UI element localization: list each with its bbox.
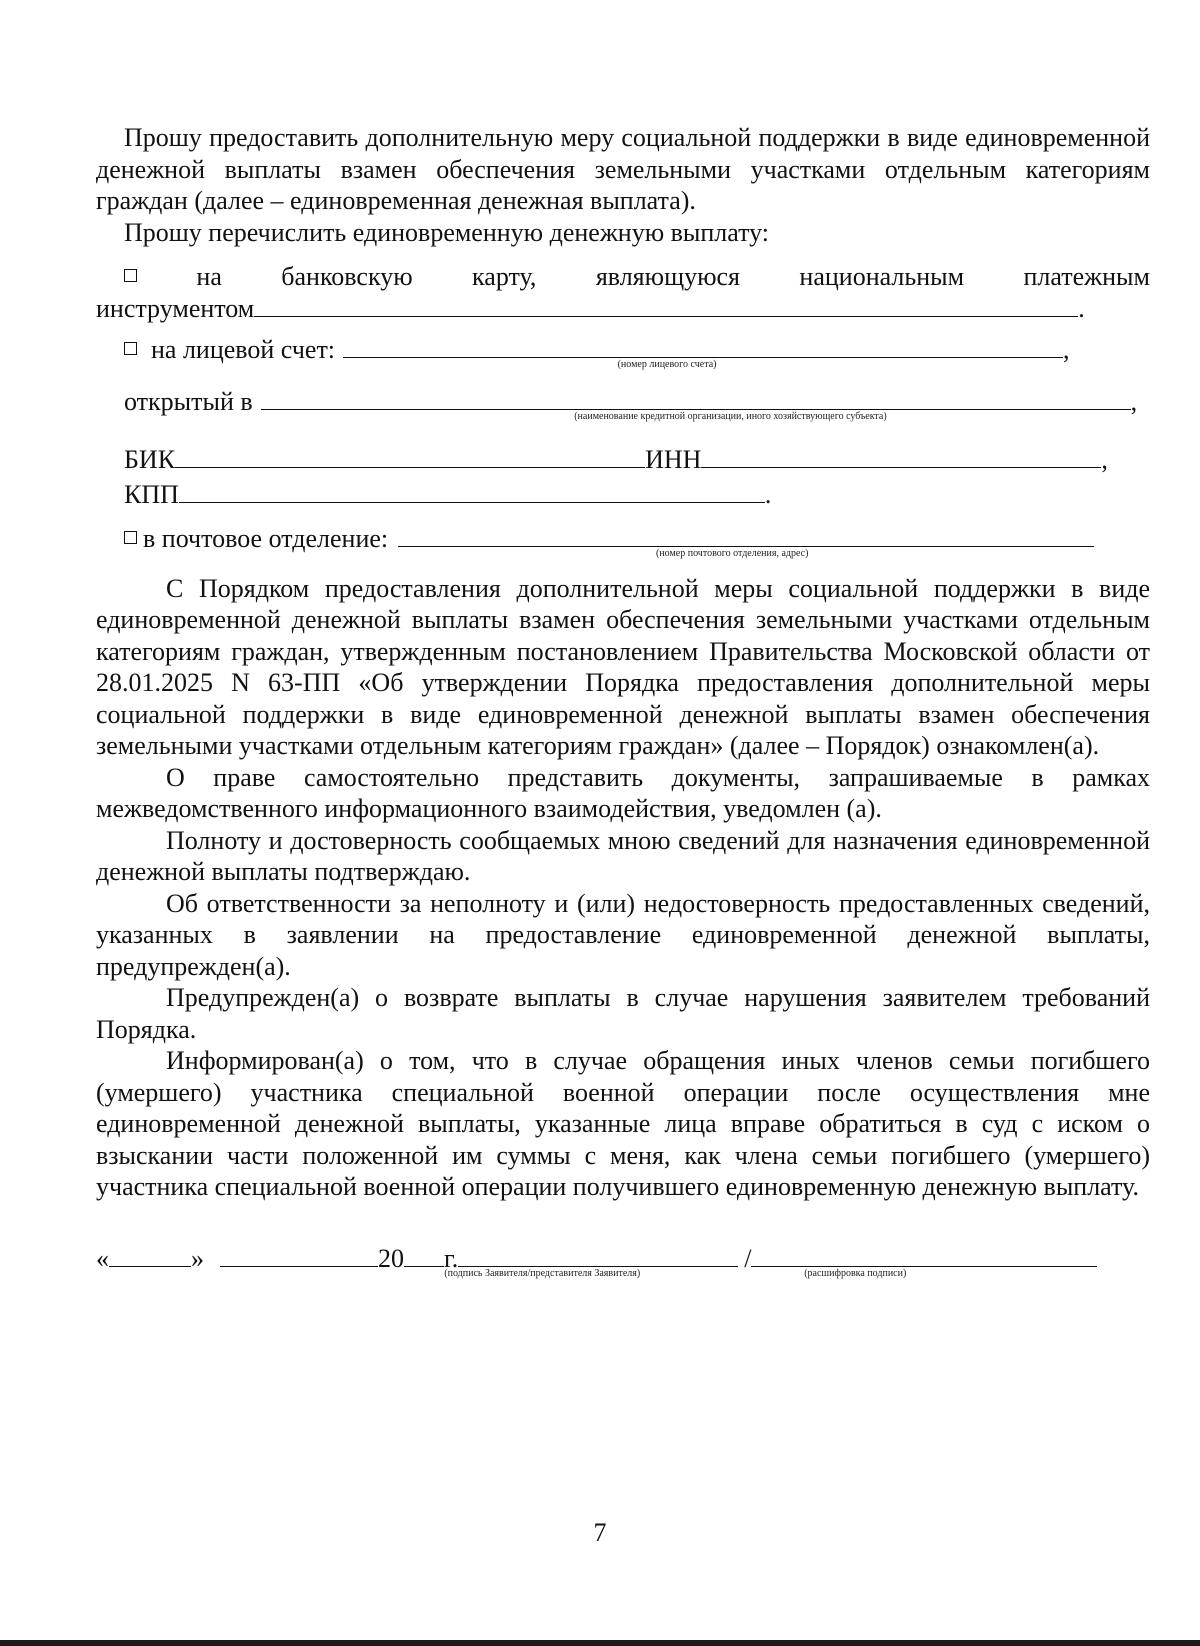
bank-card-line bbox=[96, 261, 1150, 293]
bank-name-row bbox=[96, 386, 1150, 422]
kpp-label: КПП bbox=[124, 479, 179, 509]
post-office-field[interactable] bbox=[398, 524, 1094, 559]
bank-card-option bbox=[96, 261, 1150, 324]
signature-decoding-field[interactable] bbox=[751, 1244, 1097, 1279]
quote-open: « bbox=[96, 1243, 109, 1273]
page-number: 7 bbox=[593, 1518, 607, 1547]
opened-label: открытый в bbox=[124, 386, 253, 416]
signature-field[interactable] bbox=[444, 1244, 738, 1279]
bank-name-caption: (наименование кредитной организации, иного хозяйствующего субъекта) bbox=[574, 410, 887, 422]
bank-card-checkbox[interactable] bbox=[124, 261, 137, 293]
decoding-caption: (расшифровка подписи) bbox=[804, 1267, 907, 1279]
kpp-field[interactable] bbox=[179, 480, 765, 503]
statement-paragraph: Полноту и достоверность сообщаемых мною сведений для назначения единовременной денежной выплаты подтверждаю. bbox=[96, 825, 1150, 886]
kpp-period: . bbox=[764, 479, 772, 509]
transfer-paragraph: Прошу перечислить единовременную денежную выплату: bbox=[124, 217, 770, 247]
statement-paragraph: С Порядком предоставления дополнительной меры социальной поддержки в виде единовременной денежной выплаты взамен обеспечения земельными участками отдельным категориям граждан, утвержденным постановлением Правительства Московской области от 28.01.2025 N 63-ПП «Об утверждении Порядка предоставления дополнительной меры социальной поддержки в виде единовременной денежной выплаты взамен обеспечения земельными участками отдельным категориям граждан» (далее – Порядок) ознакомлен(а). bbox=[96, 573, 1150, 760]
year-field[interactable] bbox=[404, 1244, 444, 1267]
card-word: являющуюся bbox=[595, 262, 741, 291]
month-field[interactable] bbox=[220, 1244, 378, 1267]
post-office-option bbox=[96, 523, 1150, 559]
bank-name-field[interactable] bbox=[261, 387, 1131, 422]
card-instrument-label: инструментом bbox=[96, 293, 255, 323]
signature-slash: / bbox=[744, 1243, 752, 1273]
year-prefix: 20 bbox=[378, 1243, 404, 1273]
bik-field[interactable] bbox=[175, 445, 645, 468]
bik-inn-row bbox=[96, 444, 1150, 476]
signature-caption: (подпись Заявителя/представителя Заявителя) bbox=[444, 1267, 641, 1279]
card-word: карту, bbox=[472, 262, 537, 291]
checkbox-icon bbox=[124, 269, 137, 282]
application-page bbox=[96, 122, 1150, 1279]
day-field[interactable] bbox=[109, 1244, 191, 1267]
statement-paragraph: О праве самостоятельно представить документы, запрашиваемые в рамках межведомственного информационного взаимодействия, уведомлен (а). bbox=[96, 762, 1150, 823]
card-word: банковскую bbox=[281, 262, 413, 291]
quote-close: » bbox=[191, 1243, 204, 1273]
scan-edge bbox=[0, 1640, 1200, 1646]
statements-block bbox=[96, 573, 1150, 1203]
year-suffix: г. bbox=[444, 1243, 459, 1273]
request-paragraph: Прошу предоставить дополнительную меру социальной поддержки в виде единовременной денежной выплаты взамен обеспечения земельными участками отдельным категориям граждан (далее – единовременная денежная выплата). bbox=[96, 123, 1150, 215]
checkbox-icon bbox=[124, 342, 137, 355]
statement-paragraph: Информирован(а) о том, что в случае обращения иных членов семьи погибшего (умершего) участника специальной военной операции после осуществления мне единовременной денежной выплаты, указанные лица вправе обратиться в суд с иском о взыскании части положенной им суммы с меня, как члена семьи погибшего (умершего) участника специальной военной операции получившего единовременную денежную выплату. bbox=[96, 1046, 1150, 1201]
card-word: на bbox=[196, 262, 222, 291]
inn-comma: , bbox=[1101, 445, 1108, 474]
card-instrument-line bbox=[96, 293, 1150, 325]
bik-label: БИК bbox=[124, 445, 176, 474]
account-number-field[interactable] bbox=[343, 335, 1063, 370]
inn-label: ИНН bbox=[645, 445, 702, 474]
checkbox-icon bbox=[124, 531, 137, 544]
post-office-label: в почтовое отделение: bbox=[143, 524, 389, 553]
account-checkbox[interactable] bbox=[124, 334, 151, 366]
card-period: . bbox=[1078, 293, 1085, 323]
card-word: национальным bbox=[799, 262, 965, 291]
post-checkbox[interactable] bbox=[124, 523, 143, 555]
account-label: на лицевой счет: bbox=[151, 335, 336, 364]
signature-row bbox=[96, 1243, 1150, 1279]
post-office-caption: (номер почтового отделения, адрес) bbox=[655, 548, 809, 559]
card-number-field[interactable] bbox=[254, 294, 1078, 317]
statement-paragraph: Предупрежден(а) о возврате выплаты в случае нарушения заявителем требований Порядка. bbox=[96, 983, 1150, 1044]
account-option bbox=[96, 334, 1150, 370]
inn-field[interactable] bbox=[701, 445, 1101, 468]
statement-paragraph: Об ответственности за неполноту и (или) недостоверность предоставленных сведений, указанных в заявлении на предоставление единовременной денежной выплаты, предупрежден(а). bbox=[96, 888, 1150, 981]
bank-name-comma: , bbox=[1130, 386, 1138, 416]
card-word: платежным bbox=[1023, 262, 1150, 291]
account-caption: (номер лицевого счета) bbox=[617, 359, 717, 370]
account-comma: , bbox=[1063, 335, 1070, 364]
kpp-row bbox=[96, 479, 1150, 511]
